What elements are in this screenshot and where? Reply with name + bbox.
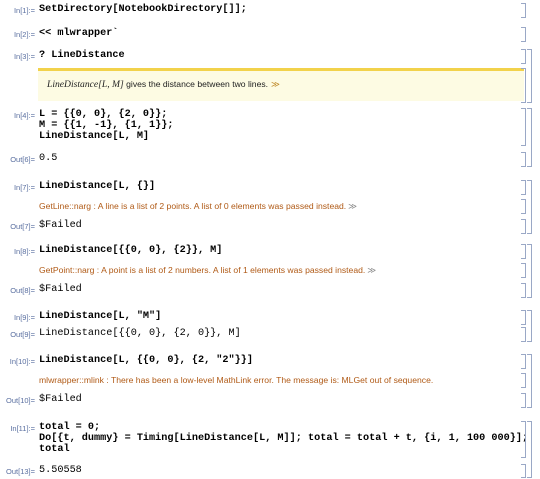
cell-bracket[interactable] — [521, 3, 526, 18]
more-info-icon[interactable]: ≫ — [367, 265, 377, 275]
message-bracket[interactable] — [521, 373, 526, 388]
input-label: In[4]:= — [13, 111, 35, 120]
message-body: : A point is a list of 2 numbers. A list of 1 elements was passed instead. — [94, 265, 366, 275]
message-body: : There has been a low-level MathLink error. The message is: MLGet out of sequence. — [103, 375, 434, 385]
output-label: Out[13]= — [6, 467, 35, 476]
group-bracket[interactable] — [527, 244, 532, 298]
input-label: In[8]:= — [13, 247, 35, 256]
info-description: gives the distance between two lines. — [123, 79, 269, 89]
input-label: In[2]:= — [13, 30, 35, 39]
cell-bracket[interactable] — [521, 180, 526, 195]
output-label: Out[6]= — [10, 155, 35, 164]
cell-bracket[interactable] — [521, 49, 526, 64]
input-code[interactable]: SetDirectory[NotebookDirectory[]]; — [39, 4, 247, 15]
message-tag: GetPoint::narg — [39, 265, 95, 275]
output-bracket[interactable] — [521, 327, 526, 342]
message-text — [39, 201, 357, 211]
input-code-line-1[interactable]: L = {{0, 0}, {2, 0}}; — [39, 109, 168, 120]
more-info-icon[interactable]: ≫ — [348, 201, 358, 211]
info-args: L, M — [101, 79, 121, 90]
more-info-icon[interactable]: ≫ — [271, 79, 281, 89]
input-label: In[9]:= — [13, 313, 35, 322]
group-bracket[interactable] — [527, 354, 532, 408]
input-label: In[7]:= — [13, 183, 35, 192]
output-value: LineDistance[{{0, 0}, {2, 0}}, M] — [39, 328, 241, 339]
group-bracket[interactable] — [527, 49, 532, 103]
input-code[interactable]: << mlwrapper` — [39, 28, 119, 39]
output-label: Out[9]= — [10, 330, 35, 339]
message-text — [39, 265, 376, 275]
group-bracket[interactable] — [527, 310, 532, 342]
cell-bracket[interactable] — [521, 27, 526, 42]
input-code[interactable]: LineDistance[{{0, 0}, {2}}, M] — [39, 245, 223, 256]
group-bracket[interactable] — [527, 108, 532, 167]
input-code[interactable]: ? LineDistance — [39, 50, 125, 61]
print-bracket[interactable] — [521, 68, 526, 103]
input-label: In[3]:= — [13, 52, 35, 61]
cell-bracket[interactable] — [521, 244, 526, 259]
output-label: Out[10]= — [6, 396, 35, 405]
input-code-line-1[interactable]: total = 0; — [39, 422, 101, 433]
output-label: Out[7]= — [10, 222, 35, 231]
info-func: LineDistance — [47, 79, 99, 90]
group-bracket[interactable] — [527, 180, 532, 234]
output-bracket[interactable] — [521, 283, 526, 298]
message-tag: GetLine::narg — [39, 201, 92, 211]
input-code-line-2[interactable]: Do[{t, dummy} = Timing[LineDistance[L, M]]; total = total + t, {i, 1, 100 000}]; — [39, 433, 529, 444]
input-code-line-2[interactable]: M = {{1, -1}, {1, 1}}; — [39, 120, 174, 131]
cell-bracket[interactable] — [521, 108, 526, 146]
input-code-line-3[interactable]: LineDistance[L, M] — [39, 131, 150, 142]
output-value: $Failed — [39, 394, 82, 405]
output-label: Out[8]= — [10, 286, 35, 295]
message-bracket[interactable] — [521, 263, 526, 278]
output-value: 5.50558 — [39, 465, 82, 476]
message-body: : A line is a list of 2 points. A list of 0 elements was passed instead. — [91, 201, 347, 211]
output-bracket[interactable] — [521, 219, 526, 234]
message-tag: mlwrapper::mlink — [39, 375, 104, 385]
input-label: In[11]:= — [10, 424, 35, 433]
input-code[interactable]: LineDistance[L, {}] — [39, 181, 156, 192]
input-label: In[1]:= — [13, 6, 35, 15]
message-text — [39, 375, 433, 385]
output-bracket[interactable] — [521, 152, 526, 167]
cell-bracket[interactable] — [521, 421, 526, 458]
input-code-line-3[interactable]: total — [39, 444, 70, 455]
output-value: $Failed — [39, 220, 82, 231]
input-code[interactable]: LineDistance[L, {{0, 0}, {2, "2"}}] — [39, 355, 253, 366]
cell-bracket[interactable] — [521, 310, 526, 325]
output-bracket[interactable] — [521, 393, 526, 408]
input-label: In[10]:= — [9, 357, 35, 366]
group-bracket[interactable] — [527, 421, 532, 478]
cell-bracket[interactable] — [521, 354, 526, 369]
input-code[interactable]: LineDistance[L, "M"] — [39, 311, 162, 322]
output-value: 0.5 — [39, 153, 58, 164]
info-text: LineDistance[L, M] gives the distance between two lines. ≫ — [47, 79, 281, 90]
output-bracket[interactable] — [521, 464, 526, 478]
output-value: $Failed — [39, 284, 82, 295]
message-bracket[interactable] — [521, 199, 526, 214]
